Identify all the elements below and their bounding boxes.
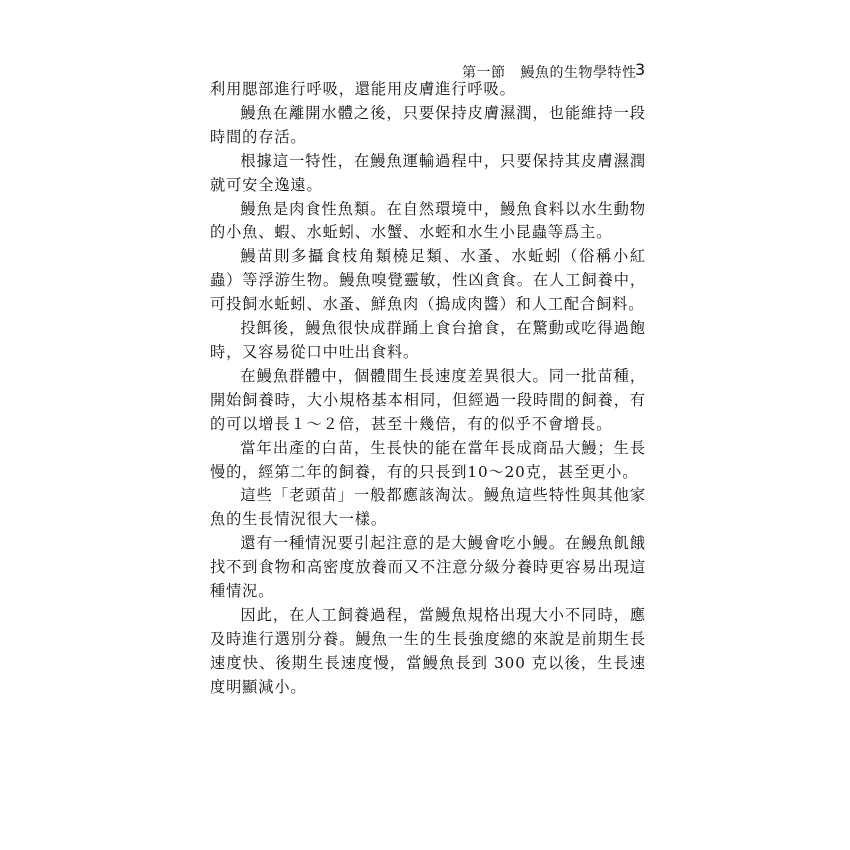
paragraph: 這些「老頭苗」一般都應該淘汰。鰻魚這些特性與其他家魚的生長情況很大一樣。 [210,486,646,529]
paragraph: 當年出產的白苗，生長快的能在當年長成商品大鰻；生長慢的，經第二年的飼養，有的只長到10～20克，甚至更小。 [210,438,646,481]
paragraph: 鰻苗則多攝食枝角類橈足類、水蚤、水蚯蚓（俗稱小紅蟲）等浮游生物。鰻魚嗅覺靈敏，性凶貪食。在人工飼養中，可投飼水蚯蚓、水蚤、鮮魚肉（搗成肉醬）和人工配合飼料。 [210,247,646,314]
paragraph: 還有一種情況要引起注意的是大鰻會吃小鰻。在鰻魚飢餓找不到食物和高密度放養而又不注意分級分養時更容易出現這種情況。 [210,534,646,601]
paragraph: 鰻魚在離開水體之後，只要保持皮膚濕潤，也能維持一段時間的存活。 [210,103,646,146]
body-text [210,78,646,700]
paragraph: 投餌後，鰻魚很快成群踊上食台搶食，在驚動或吃得過飽時，又容易從口中吐出食料。 [210,319,646,361]
paragraph: 鰻魚是肉食性魚類。在自然環境中，鰻魚食料以水生動物的小魚、蝦、水蚯蚓、水蟹、水蛭和水生小昆蟲等爲主。 [210,199,646,242]
paragraph: 在鰻魚群體中，個體間生長速度差異很大。同一批苗種，開始飼養時，大小規格基本相同，但經過一段時間的飼養，有的可以增長１～２倍，甚至十幾倍，有的似乎不會增長。 [210,366,646,433]
chapter-label: 第一節 [462,65,506,81]
paragraph: 因此，在人工飼養過程，當鰻魚規格出現大小不同時，應及時進行選別分養。鰻魚一生的生長強度總的來說是前期生長速度快、後期生長速度慢，當鰻魚長到 300 克以後，生長速度明顯減小。 [210,605,646,696]
paragraph: 利用腮部進行呼吸，還能用皮膚進行呼吸。 [210,80,516,98]
paragraph: 根據這一特性，在鰻魚運輸過程中，只要保持其皮膚濕潤就可安全逸遠。 [210,151,646,194]
page-number: 3 [635,60,646,79]
section-title: 鰻魚的生物學特性 [520,65,637,81]
